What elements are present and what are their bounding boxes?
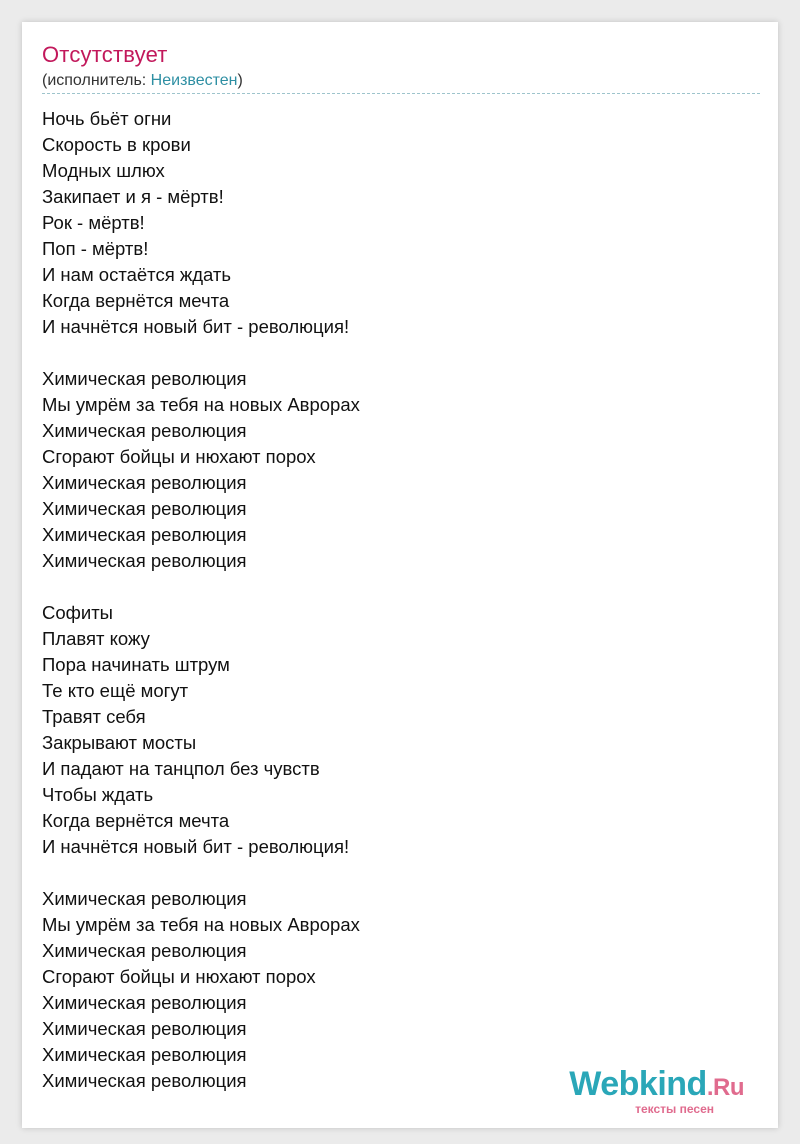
lyric-line: Плавят кожу bbox=[42, 628, 150, 649]
site-logo[interactable] bbox=[569, 1066, 744, 1116]
lyric-line: Поп - мёртв! bbox=[42, 238, 149, 259]
lyric-line: Закипает и я - мёртв! bbox=[42, 186, 224, 207]
lyric-line: Модных шлюх bbox=[42, 160, 165, 181]
lyric-line: Химическая революция bbox=[42, 940, 247, 961]
lyric-line: Химическая революция bbox=[42, 550, 247, 571]
artist-suffix: ) bbox=[237, 72, 243, 89]
song-title: Отсутствует bbox=[42, 42, 168, 67]
lyric-line: Химическая революция bbox=[42, 472, 247, 493]
lyric-line: Сгорают бойцы и нюхают порох bbox=[42, 966, 316, 987]
lyric-line: Софиты bbox=[42, 602, 113, 623]
lyric-line: Химическая революция bbox=[42, 498, 247, 519]
lyric-line: Рок - мёртв! bbox=[42, 212, 145, 233]
lyric-line: Химическая революция bbox=[42, 420, 247, 441]
logo-tagline: тексты песен bbox=[635, 1102, 714, 1116]
lyric-line: Химическая революция bbox=[42, 1070, 247, 1091]
lyric-line: И нам остаётся ждать bbox=[42, 264, 232, 285]
lyric-line: Мы умрём за тебя на новых Аврорах bbox=[42, 394, 360, 415]
lyric-line: Химическая революция bbox=[42, 368, 247, 389]
lyric-line: Травят себя bbox=[42, 706, 146, 727]
lyric-line: Ночь бьёт огни bbox=[42, 108, 172, 129]
lyric-line: Когда вернётся мечта bbox=[42, 290, 230, 311]
lyric-line: Чтобы ждать bbox=[42, 784, 154, 805]
logo-tld: .Ru bbox=[706, 1074, 744, 1101]
lyric-line: Сгорают бойцы и нюхают порох bbox=[42, 446, 316, 467]
lyrics-text bbox=[42, 106, 360, 1094]
lyric-line: Когда вернётся мечта bbox=[42, 810, 230, 831]
lyric-line: Химическая революция bbox=[42, 992, 247, 1013]
lyric-line: И падают на танцпол без чувств bbox=[42, 758, 320, 779]
lyric-line: Закрывают мосты bbox=[42, 732, 197, 753]
stanza-gap bbox=[42, 860, 360, 886]
lyric-line: Те кто ещё могут bbox=[42, 680, 189, 701]
lyric-line: Химическая революция bbox=[42, 1018, 247, 1039]
stanza-gap bbox=[42, 340, 360, 366]
artist-line bbox=[42, 72, 243, 90]
lyric-line: Химическая революция bbox=[42, 1044, 247, 1065]
artist-link[interactable]: Неизвестен bbox=[150, 72, 238, 89]
lyrics-page bbox=[22, 22, 778, 1128]
lyric-line: Химическая революция bbox=[42, 888, 247, 909]
lyric-line: Химическая революция bbox=[42, 524, 247, 545]
header-divider bbox=[42, 93, 760, 94]
lyric-line: Пора начинать штрум bbox=[42, 654, 230, 675]
logo-main-text: Webkind bbox=[569, 1065, 707, 1103]
artist-prefix: (исполнитель: bbox=[42, 72, 151, 89]
lyric-line: И начнётся новый бит - революция! bbox=[42, 316, 350, 337]
lyric-line: Скорость в крови bbox=[42, 134, 191, 155]
stanza-gap bbox=[42, 574, 360, 600]
lyric-line: И начнётся новый бит - революция! bbox=[42, 836, 350, 857]
logo-wordmark bbox=[569, 1066, 744, 1106]
lyric-line: Мы умрём за тебя на новых Аврорах bbox=[42, 914, 360, 935]
